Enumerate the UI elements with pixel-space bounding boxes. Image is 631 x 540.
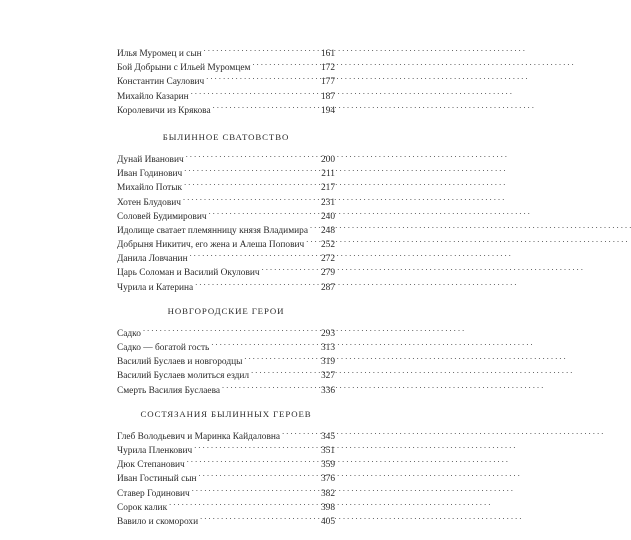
entry-title: Михайло Казарин [117, 91, 189, 102]
entry-page-number: 376 [320, 474, 335, 485]
entry-page-number: 293 [320, 328, 335, 339]
toc-entry [117, 322, 335, 339]
toc-section [117, 305, 335, 396]
entry-page-number: 217 [320, 183, 335, 194]
entry-title: Дюк Степанович [117, 460, 185, 471]
entry-page-number: 187 [320, 91, 335, 102]
entry-page-number: 272 [320, 254, 335, 265]
toc-section [117, 42, 335, 116]
entry-page-number: 398 [320, 502, 335, 513]
entry-page-number: 382 [320, 488, 335, 499]
entry-title: Чурила Пленкович [117, 445, 193, 456]
entry-page-number: 231 [320, 197, 335, 208]
entry-page-number: 313 [320, 343, 335, 353]
dot-leader [187, 453, 319, 467]
dot-leader [184, 162, 319, 176]
dot-leader [222, 379, 319, 393]
dot-leader [213, 99, 319, 113]
entry-title: Смерть Василия Буслаева [117, 385, 221, 396]
entry-page-number: 240 [320, 211, 335, 222]
toc-entry [117, 42, 335, 59]
dot-leader [184, 176, 319, 190]
entry-title: Царь Соломан и Василий Окулович [117, 268, 260, 279]
dot-leader [186, 148, 319, 162]
entry-page-number: 359 [320, 460, 335, 471]
entry-page-number: 405 [320, 516, 335, 527]
entry-page-number: 287 [320, 282, 335, 293]
entry-title: Василий Буслаев и новгородцы [117, 357, 243, 368]
dot-leader [251, 364, 319, 378]
toc-section [117, 131, 335, 293]
dot-leader [194, 439, 319, 453]
entry-title: Константин Саулович [117, 77, 205, 88]
entry-title: Дунай Иванович [117, 154, 184, 165]
dot-leader [195, 276, 319, 290]
dot-leader [192, 482, 319, 496]
entry-page-number: 351 [320, 445, 335, 456]
entry-title: Садко [117, 328, 141, 339]
dot-leader [206, 70, 319, 84]
dot-leader [252, 56, 319, 70]
entry-title: Добрыня Никитич, его жена и Алеша Попович [117, 240, 305, 251]
dot-leader [209, 205, 319, 219]
entry-title: Вавило и скоморохи [117, 516, 199, 527]
entry-page-number: 327 [320, 371, 335, 382]
dot-leader [169, 496, 319, 510]
entry-page-number: 194 [320, 105, 335, 116]
entry-page-number: 252 [320, 240, 335, 251]
dot-leader [306, 233, 319, 247]
entry-title: Королевичи из Крякова [117, 105, 211, 116]
entry-title: Иван Гостиный сын [117, 474, 197, 485]
entry-title: Василий Буслаев молиться ездил [117, 371, 250, 382]
entry-title: Хотен Блудович [117, 197, 182, 208]
dot-leader [199, 467, 319, 481]
entry-title: Сорок калик [117, 502, 168, 513]
entry-title: Данила Ловчанин [117, 254, 188, 265]
entry-page-number: 345 [320, 431, 335, 442]
entry-page-number: 279 [320, 268, 335, 279]
dot-leader [282, 425, 319, 439]
dot-leader [191, 85, 319, 99]
entry-title: Бой Добрыни с Ильей Муромцем [117, 63, 251, 74]
dot-leader [143, 322, 319, 336]
section-title: СОСТЯЗАНИЯ БЫЛИННЫХ ГЕРОЕВ [140, 408, 312, 419]
toc-entry [117, 148, 335, 165]
dot-leader [262, 261, 319, 275]
entry-title: Садко — богатой гость [117, 343, 210, 353]
entry-title: Иван Годинович [117, 169, 183, 180]
section-title: БЫЛИННОЕ СВАТОВСТВО [162, 131, 290, 142]
entry-page-number: 172 [320, 63, 335, 74]
entry-page-number: 200 [320, 154, 335, 165]
entry-title: Идолище сватает племянницу князя Владимира [117, 225, 309, 236]
entry-title: Илья Муромец и сын [117, 49, 202, 59]
entry-page-number: 336 [320, 385, 335, 396]
entry-title: Михайло Потык [117, 183, 183, 194]
toc-entry [117, 425, 335, 442]
dot-leader [200, 510, 319, 524]
entry-page-number: 319 [320, 357, 335, 368]
entry-page-number: 248 [320, 225, 335, 236]
section-title: НОВГОРОДСКИЕ ГЕРОИ [167, 305, 285, 316]
entry-title: Глеб Володьевич и Маринка Кайдаловна [117, 431, 281, 442]
entry-title: Ставер Годинович [117, 488, 190, 499]
dot-leader [211, 336, 319, 350]
dot-leader [183, 191, 319, 205]
dot-leader [310, 219, 319, 233]
toc-entry [117, 336, 335, 353]
dot-leader [204, 42, 319, 56]
entry-title: Соловей Будимирович [117, 211, 207, 222]
dot-leader [190, 247, 319, 261]
entry-title: Чурила и Катерина [117, 282, 194, 293]
toc-section [117, 408, 335, 527]
entry-page-number: 211 [321, 169, 335, 180]
dot-leader [244, 350, 319, 364]
entry-page-number: 177 [320, 77, 335, 88]
entry-page-number: 161 [320, 49, 335, 59]
table-of-contents [117, 42, 335, 540]
